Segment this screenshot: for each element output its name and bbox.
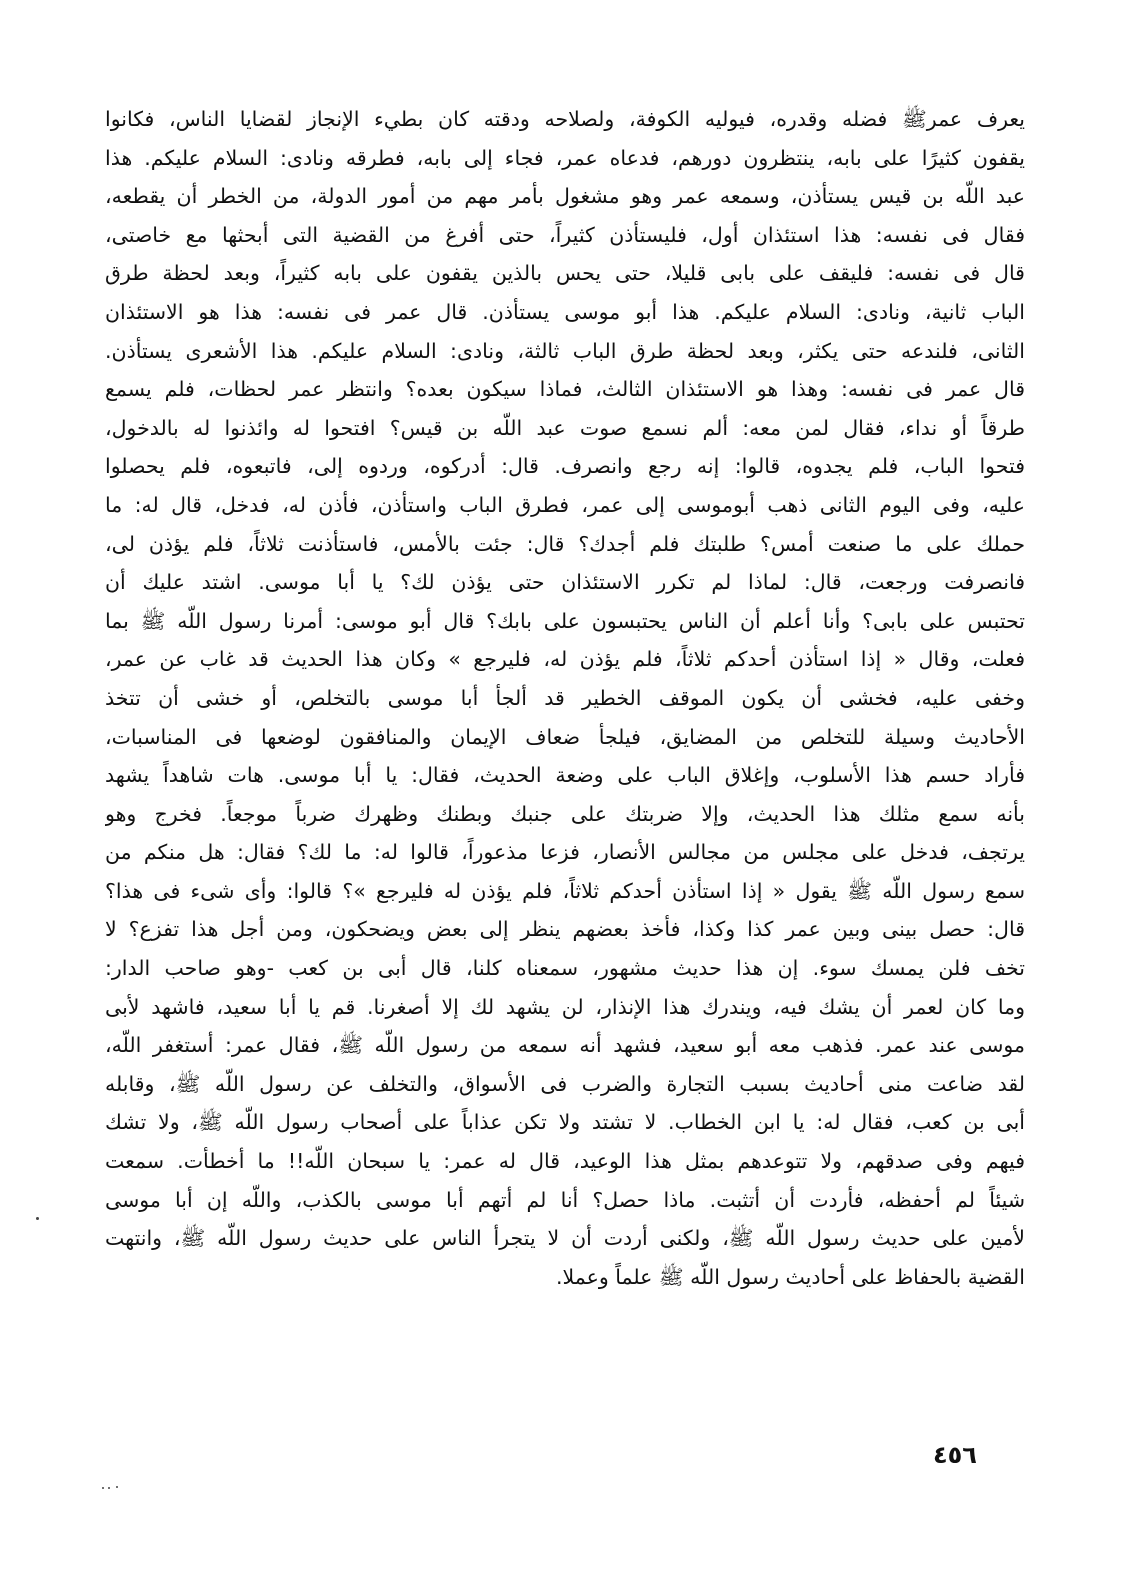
text-line-24: وما كان لعمر أن يشك فيه، ويندرك هذا الإنذار، لن يشهد لك إلا أصغرنا. قم يا أبا سعيد، فاشهد لأبى [105,994,1025,1019]
text-line-20: يرتجف، فدخل على مجلس من مجالس الأنصار، فزعا مذعوراً، قالوا له: ما لك؟ فقال: هل منكم من [105,840,1025,865]
page-number: ٤٥٦ [933,1441,977,1469]
text-line-2: يقفون كثيرًا على بابه، ينتظرون دورهم، فدعاه عمر، فجاء إلى بابه، فطرقه ونادى: السلام عليكم. هذا [105,145,1025,170]
text-line-17: الأحاديث وسيلة للتخلص من المضايق، فيلجأ ضعاف الإيمان والمنافقون لوضعها فى المناسبات، [105,724,1025,749]
scan-speck [108,1487,110,1489]
text-line-15: فعلت، وقال « إذا استأذن أحدكم ثلاثاً، فلم يؤذن له، فليرجع » وكان هذا الحديث قد غاب عن عمر، [105,647,1025,672]
text-line-16: وخفى عليه، فخشى أن يكون الموقف الخطير قد ألجأ أبا موسى بالتخلص، أو خشى أن تتخذ [105,685,1025,710]
text-line-14: تحتبس على بابى؟ وأنا أعلم أن الناس يحتبسون على بابك؟ قال أبو موسى: أمرنا رسول اللّه ﷺ بما [105,608,1025,633]
text-line-12: حملك على ما صنعت أمس؟ طلبتك فلم أجدك؟ قال: جئت بالأمس، فاستأذنت ثلاثاً، فلم يؤذن لى، [105,531,1025,556]
text-line-4: فقال فى نفسه: هذا استئذان أول، فليستأذن كثيراً، حتى أفرغ من القضية التى أبحثها مع خاصتى، [105,222,1025,247]
text-line-29: شيئاً لم أحفظه، فأردت أن أتثبت. ماذا حصل؟ أنا لم أتهم أبا موسى بالكذب، واللّه إن أبا موسى [105,1187,1025,1212]
text-line-8: قال عمر فى نفسه: وهذا هو الاستئذان الثالث، فماذا سيكون بعده؟ وانتظر عمر لحظات، فلم يسمع [105,377,1025,402]
text-line-23: تخف فلن يمسك سوء. إن هذا حديث مشهور، سمعناه كلنا، قال أبى بن كعب -وهو صاحب الدار: [105,956,1025,981]
text-line-9: طرقاً أو نداء، فقال لمن معه: ألم نسمع صوت عبد اللّه بن قيس؟ افتحوا له وائذنوا له بالدخول، [105,415,1025,440]
text-line-3: عبد اللّه بن قيس يستأذن، وسمعه عمر وهو مشغول بأمر مهم من أمور الدولة، من الخطر أن يقطعه، [105,184,1025,209]
scan-speck [116,1486,118,1488]
text-line-22: قال: حصل بينى وبين عمر كذا وكذا، فأخذ بعضهم ينظر إلى بعض ويضحكون، ومن أجل هذا تفزع؟ لا [105,917,1025,942]
text-line-10: فتحوا الباب، فلم يجدوه، قالوا: إنه رجع وانصرف. قال: أدركوه، وردوه إلى، فاتبعوه، فلم يحصلوا [105,454,1025,479]
text-line-25: موسى عند عمر. فذهب معه أبو سعيد، فشهد أنه سمعه من رسول اللّه ﷺ، فقال عمر: أستغفر اللّه، [105,1033,1025,1058]
text-line-26: لقد ضاعت منى أحاديث بسبب التجارة والضرب فى الأسواق، والتخلف عن رسول اللّه ﷺ، وقابله [105,1071,1025,1096]
body-text [105,100,1025,1296]
text-line-7: الثانى، فلندعه حتى يكثر، وبعد لحظة طرق الباب ثالثة، ونادى: السلام عليكم. هذا الأشعرى يستأذن. [105,338,1025,363]
text-line-28: فيهم وفى صدقهم، ولا تتوعدهم بمثل هذا الوعيد، قال له عمر: يا سبحان اللّه!! ما أخطأت. سمعت [105,1149,1025,1174]
text-line-11: عليه، وفى اليوم الثانى ذهب أبوموسى إلى عمر، فطرق الباب واستأذن، فأذن له، فدخل، قال له: ما [105,492,1025,517]
text-line-27: أبى بن كعب، فقال له: يا ابن الخطاب. لا تشتد ولا تكن عذاباً على أصحاب رسول اللّه ﷺ، ولا تشك [105,1110,1025,1135]
text-line-5: قال فى نفسه: فليقف على بابى قليلا، حتى يحس بالذين يقفون على بابه كثيراً، وبعد لحظة طرق [105,261,1025,286]
scan-speck [36,1217,39,1220]
text-line-30: لأمين على حديث رسول اللّه ﷺ، ولكنى أردت أن لا يتجرأ الناس على حديث رسول اللّه ﷺ، وانتهت [105,1226,1025,1251]
text-line-1: يعرف عمرﷺ فضله وقدره، فيوليه الكوفة، ولصلاحه ودقته كان بطيء الإنجاز لقضايا الناس، فكانوا [105,107,1025,131]
text-line-13: فانصرفت ورجعت، قال: لماذا لم تكرر الاستئذان حتى يؤذن لك؟ يا أبا موسى. اشتد عليك أن [105,570,1025,595]
scan-speck [102,1487,104,1489]
text-line-21: سمع رسول اللّه ﷺ يقول « إذا استأذن أحدكم ثلاثاً، فلم يؤذن له فليرجع »؟ قالوا: وأى شىء فى هذا؟ [105,878,1025,903]
text-line-19: بأنه سمع مثلك هذا الحديث، وإلا ضربتك على جنبك وبطنك وظهرك ضرباً موجعاً. فخرج وهو [105,801,1025,826]
text-line-18: فأراد حسم هذا الأسلوب، وإغلاق الباب على وضعة الحديث، فقال: يا أبا موسى. هات شاهداً يشهد [105,763,1025,788]
text-line-6: الباب ثانية، ونادى: السلام عليكم. هذا أبو موسى يستأذن. قال عمر فى نفسه: هذا هو الاستئذان [105,299,1025,324]
text-line-31: القضية بالحفاظ على أحاديث رسول اللّه ﷺ علماً وعملا. [556,1264,1025,1289]
